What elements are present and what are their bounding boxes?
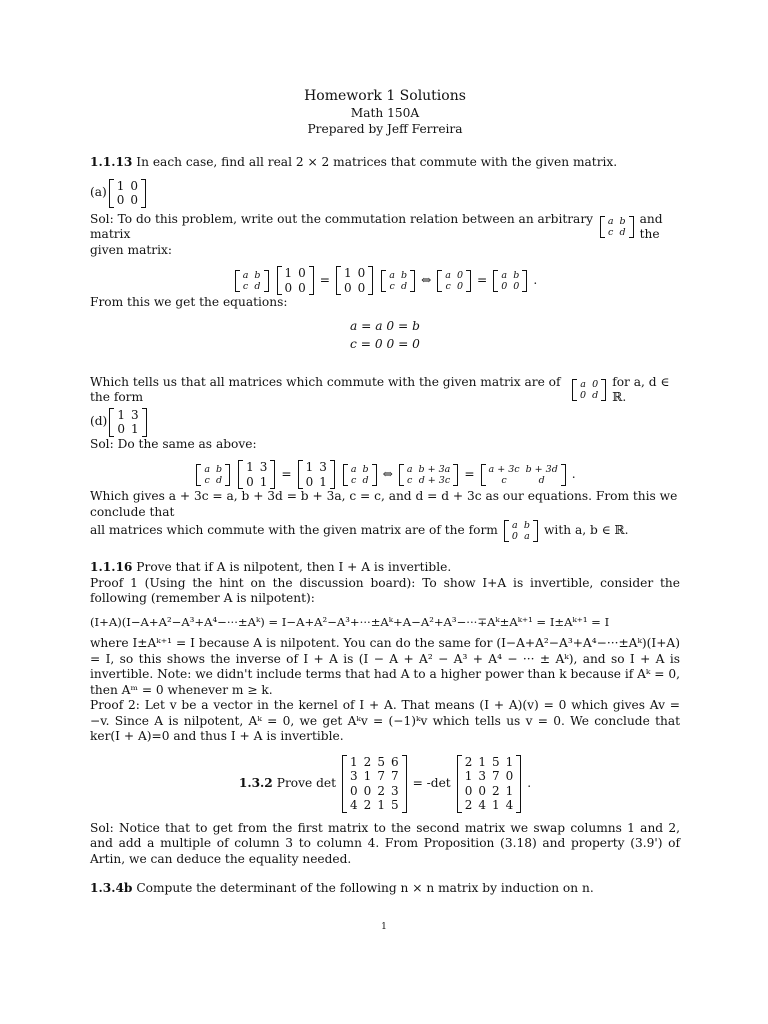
matrix-cell: 4 — [505, 798, 514, 812]
problem-number: 1.1.13 — [90, 155, 133, 169]
matrix-cell: 1 — [319, 474, 327, 489]
matrix-cell: a — [242, 269, 249, 281]
iff-sign: ⇔ — [421, 272, 432, 287]
matrix-grid — [240, 270, 264, 292]
matrix — [457, 755, 522, 813]
matrix-cell: c — [608, 227, 614, 238]
matrix-cell: 1 — [116, 178, 125, 193]
problem-prompt: Prove that if A is nilpotent, then I + A is invertible. — [136, 560, 452, 574]
matrix-cell: c — [445, 280, 451, 292]
matrix-grid — [462, 755, 517, 813]
matrix-cell: 0 — [130, 178, 139, 193]
period: . — [571, 466, 576, 481]
matrix-cell: d — [362, 474, 369, 486]
matrix-cell: 3 — [259, 460, 268, 474]
matrix-cell: a — [389, 269, 395, 281]
matrix — [504, 520, 538, 542]
matrix-cell: 0 — [505, 769, 514, 783]
matrix-cell: b — [513, 269, 520, 281]
matrix-cell: a — [445, 269, 451, 281]
matrix-grid — [303, 460, 330, 489]
matrix-cell: 4 — [350, 798, 358, 812]
matrix-cell: a — [204, 463, 210, 475]
matrix-cell: 1 — [464, 769, 473, 783]
matrix-grid — [114, 179, 141, 208]
sol-a-line2: given matrix: — [90, 242, 172, 257]
matrix-cell: c — [389, 280, 395, 292]
matrix — [109, 408, 146, 437]
matrix-cell: 1 — [350, 754, 358, 769]
matrix-cell: a — [524, 531, 530, 542]
right-bracket — [142, 408, 147, 437]
right-bracket — [453, 464, 458, 486]
right-bracket — [270, 460, 275, 489]
right-bracket — [629, 216, 634, 238]
part-label: (a) — [90, 185, 107, 200]
matrix-grid — [442, 270, 466, 292]
matrix — [399, 464, 458, 486]
equals-neg-det: = -det — [412, 775, 451, 790]
matrix-cell: d + 3c — [418, 474, 451, 486]
matrix-cell: 0 — [344, 280, 352, 295]
big-equation: (I+A)(I−A+A²−A³+A⁴−···±Aᵏ) = I−A+A²−A³+···±Aᵏ+A−A²+A³−···∓Aᵏ±Aᵏ⁺¹ = I±Aᵏ⁺¹ = I — [90, 614, 610, 629]
matrix-cell: 1 — [259, 474, 268, 489]
right-bracket — [601, 379, 606, 401]
matrix — [235, 270, 269, 292]
problem-1-3-2 — [90, 755, 680, 868]
equation-line: a = a 0 = b — [350, 318, 420, 333]
matrix — [600, 216, 634, 238]
matrix-cell: a — [501, 269, 508, 281]
problem-number: 1.3.4b — [90, 881, 133, 895]
matrix-grid — [201, 464, 225, 486]
page-number: 1 — [381, 922, 387, 932]
matrix-cell: 0 — [456, 269, 463, 281]
equation-a — [90, 266, 680, 295]
equals-sign: = — [281, 466, 292, 481]
matrix-cell: 3 — [478, 769, 486, 783]
sol-a-line — [90, 212, 680, 243]
matrix-cell: a + 3c — [488, 463, 520, 475]
matrix — [572, 379, 606, 401]
right-bracket — [402, 755, 407, 813]
matrix — [238, 460, 275, 489]
part-a — [90, 179, 680, 208]
matrix-cell: 0 — [305, 474, 314, 489]
sol-1-3-2: Sol: Notice that to get from the first matrix to the second matrix we swap columns 1 and 2, and add a multiple of column 3 to column 4. From Proposition (3.18) and property (3.9') of Artin, we can deduce the equality needed. — [90, 820, 680, 866]
matrix-cell: b + 3d — [525, 463, 558, 475]
course-name: Math 150A — [350, 106, 420, 120]
part-label: (d) — [90, 414, 108, 429]
matrix-cell: b — [523, 520, 530, 531]
problem-prompt: In each case, find all real 2 × 2 matrices that commute with the given matrix. — [136, 155, 618, 169]
matrix-cell: 0 — [350, 783, 358, 798]
conclusion-tail: with a, b ∈ ℝ. — [544, 523, 629, 538]
matrix-grid — [509, 520, 533, 542]
problem-number: 1.3.2 — [238, 775, 273, 790]
matrix-cell: c — [407, 474, 413, 486]
matrix-cell: c — [501, 474, 507, 486]
problem-number: 1.1.16 — [90, 560, 133, 574]
matrix-cell: 1 — [305, 460, 314, 474]
matrix — [381, 270, 415, 292]
matrix-cell: 7 — [390, 769, 399, 783]
matrix-cell: 1 — [344, 266, 352, 280]
matrix-grid — [282, 266, 309, 295]
conclusion-d — [90, 520, 680, 542]
right-bracket — [516, 755, 521, 813]
matrix-cell: d — [592, 390, 599, 401]
conclusion-text: Which tells us that all matrices which commute with the given matrix are of the form — [90, 374, 561, 404]
matrix — [109, 179, 146, 208]
matrix-cell: a — [580, 379, 586, 390]
proof-2: Proof 2: Let v be a vector in the kernel of I + A. That means (I + A)(v) = 0 which gives Av = −v. Since A is nilpotent, Aᵏ = 0, we get Aᵏv = (−1)ᵏv which tells us v = 0. We conclude that ker(I + A)=0 and thus I + A is invertible. — [90, 698, 680, 743]
matrix-cell: 2 — [464, 798, 473, 812]
conclusion-tail: for a, d ∈ ℝ. — [612, 374, 670, 404]
matrix — [342, 755, 407, 813]
matrix-cell: 1 — [117, 407, 125, 422]
matrix-cell: 0 — [116, 193, 125, 207]
matrix-cell: a — [512, 520, 518, 531]
right-bracket — [264, 270, 269, 292]
conclusion-text: all matrices which commute with the given matrix are of the form — [90, 523, 498, 538]
matrix-cell: 2 — [492, 783, 500, 798]
problem-1-1-13 — [90, 155, 680, 542]
matrix-cell: 1 — [377, 798, 385, 812]
matrix-cell: 2 — [464, 754, 473, 769]
matrix-cell: 0 — [357, 266, 366, 280]
right-bracket — [330, 460, 335, 489]
matrix-grid — [348, 464, 372, 486]
matrix-grid — [347, 755, 402, 813]
matrix-grid — [386, 270, 410, 292]
proof-1-intro: Proof 1 (Using the hint on the discussion board): To show I+A is invertible, consider the following (remember A is nilpotent): — [90, 575, 680, 605]
matrix-cell: 5 — [492, 754, 500, 769]
matrix-cell: 3 — [130, 407, 139, 422]
matrix-cell: 3 — [319, 460, 327, 474]
right-bracket — [522, 270, 527, 292]
matrix-cell: 1 — [246, 460, 254, 474]
right-bracket — [533, 520, 538, 542]
matrix — [298, 460, 335, 489]
matrix-cell: 0 — [511, 531, 518, 542]
author-line: Prepared by Jeff Ferreira — [307, 122, 463, 136]
right-bracket — [368, 266, 373, 295]
matrix-cell: 7 — [377, 769, 385, 783]
matrix-cell: 0 — [592, 379, 599, 390]
matrix-cell: d — [619, 227, 626, 238]
matrix-cell: 1 — [478, 754, 486, 769]
problem-1-1-16 — [90, 560, 680, 745]
problem-prompt: Compute the determinant of the following n × n matrix by induction on n. — [136, 881, 594, 895]
matrix-cell: 0 — [456, 280, 463, 292]
matrix-grid — [243, 460, 270, 489]
right-bracket — [225, 464, 230, 486]
matrix-cell: 4 — [478, 798, 486, 812]
matrix-cell: 0 — [478, 783, 486, 798]
matrix — [437, 270, 471, 292]
matrix-grid — [577, 379, 601, 401]
matrix-cell: 0 — [580, 390, 587, 401]
matrix-cell: 0 — [357, 280, 366, 295]
document-page — [90, 88, 680, 897]
matrix-cell: 0 — [513, 280, 520, 292]
title-block — [90, 88, 680, 137]
period: . — [533, 272, 538, 287]
matrix — [277, 266, 314, 295]
matrix-cell: 0 — [117, 422, 125, 436]
matrix-cell: 1 — [492, 798, 500, 812]
matrix-cell: 1 — [284, 266, 293, 280]
matrix-cell: b — [254, 269, 261, 281]
matrix-cell: c — [242, 280, 249, 292]
right-bracket — [141, 179, 146, 208]
matrix-cell: d — [254, 280, 261, 292]
period: . — [527, 775, 532, 790]
matrix-cell: 0 — [130, 193, 139, 207]
problem-1-3-4b — [90, 881, 680, 897]
right-bracket — [372, 464, 377, 486]
right-bracket — [561, 464, 566, 486]
matrix-cell: d — [400, 280, 408, 292]
matrix-cell: 0 — [363, 783, 372, 798]
conclusion-a — [90, 375, 680, 406]
part-d — [90, 408, 680, 437]
matrix-cell: 7 — [492, 769, 500, 783]
matrix-cell: b — [362, 463, 369, 475]
prove-label: Prove det — [276, 775, 337, 790]
det-equation — [90, 755, 680, 813]
matrix-cell: 3 — [390, 783, 399, 798]
matrix — [493, 270, 527, 292]
matrix-cell: 2 — [363, 754, 372, 769]
proof-1-body: where I±Aᵏ⁺¹ = I because A is nilpotent. You can do the same for (I−A+A²−A³+A⁴−···±Aᵏ)(I+A) = I, so this shows the inverse of I + A is (I − A + A² − A³ + A⁴ − ··· ± Aᵏ), and so I + A is invertible. Note: we didn't include terms that had A to a higher power than k because if Aᵏ = 0, then Aᵐ = 0 whenever m ≥ k. — [90, 636, 680, 697]
sol-a-tail: and the — [639, 211, 663, 241]
sol-a-text: Sol: To do this problem, write out the commutation relation between an arbitrary matrix — [90, 211, 594, 241]
which-gives-text: Which gives a + 3c = a, b + 3d = b + 3a, c = c, and d = d + 3c as our equations. From this we conclude that — [90, 489, 678, 519]
matrix-cell: 1 — [505, 783, 514, 798]
iff-sign: ⇔ — [382, 466, 393, 481]
right-bracket — [466, 270, 471, 292]
matrix-grid — [341, 266, 368, 295]
matrix-cell: d — [538, 474, 545, 486]
right-bracket — [410, 270, 415, 292]
matrix-cell: 0 — [501, 280, 508, 292]
equals-sign: = — [477, 272, 488, 287]
doc-title: Homework 1 Solutions — [304, 88, 466, 104]
matrix-cell: b + 3a — [418, 463, 451, 475]
matrix-grid — [486, 464, 561, 486]
matrix-cell: a — [350, 463, 357, 475]
matrix-grid — [404, 464, 453, 486]
matrix-cell: 0 — [284, 280, 293, 295]
matrix — [196, 464, 230, 486]
sol-d-text: Sol: Do the same as above: — [90, 436, 257, 451]
matrix-grid — [605, 216, 629, 238]
matrix-cell: c — [351, 474, 357, 486]
matrix — [343, 464, 377, 486]
matrix-cell: 0 — [298, 280, 306, 295]
matrix — [336, 266, 373, 295]
matrix-cell: b — [400, 269, 408, 281]
matrix-cell: 2 — [377, 783, 385, 798]
matrix-cell: 1 — [130, 422, 139, 436]
matrix-cell: a — [607, 216, 614, 227]
matrix-cell: 6 — [390, 754, 399, 769]
matrix-cell: 0 — [464, 783, 473, 798]
matrix-grid — [498, 270, 522, 292]
matrix-cell: a — [406, 463, 413, 475]
equals-sign: = — [464, 466, 475, 481]
matrix-cell: 3 — [350, 769, 358, 783]
matrix — [481, 464, 566, 486]
matrix-cell: 0 — [246, 474, 254, 489]
matrix-cell: 2 — [363, 798, 372, 812]
matrix-cell: c — [204, 474, 210, 486]
equations-list — [90, 317, 680, 353]
matrix-cell: 5 — [390, 798, 399, 812]
matrix-cell: 5 — [377, 754, 385, 769]
equals-sign: = — [319, 272, 331, 287]
matrix-cell: b — [216, 463, 223, 475]
matrix-grid — [114, 408, 141, 437]
matrix-cell: 0 — [298, 266, 306, 280]
matrix-cell: 1 — [505, 754, 514, 769]
equation-d — [90, 460, 680, 489]
matrix-cell: d — [216, 474, 223, 486]
matrix-cell: b — [619, 216, 626, 227]
from-this-text: From this we get the equations: — [90, 295, 288, 309]
right-bracket — [309, 266, 314, 295]
equation-line: c = 0 0 = 0 — [350, 336, 420, 351]
matrix-cell: 1 — [363, 769, 372, 783]
